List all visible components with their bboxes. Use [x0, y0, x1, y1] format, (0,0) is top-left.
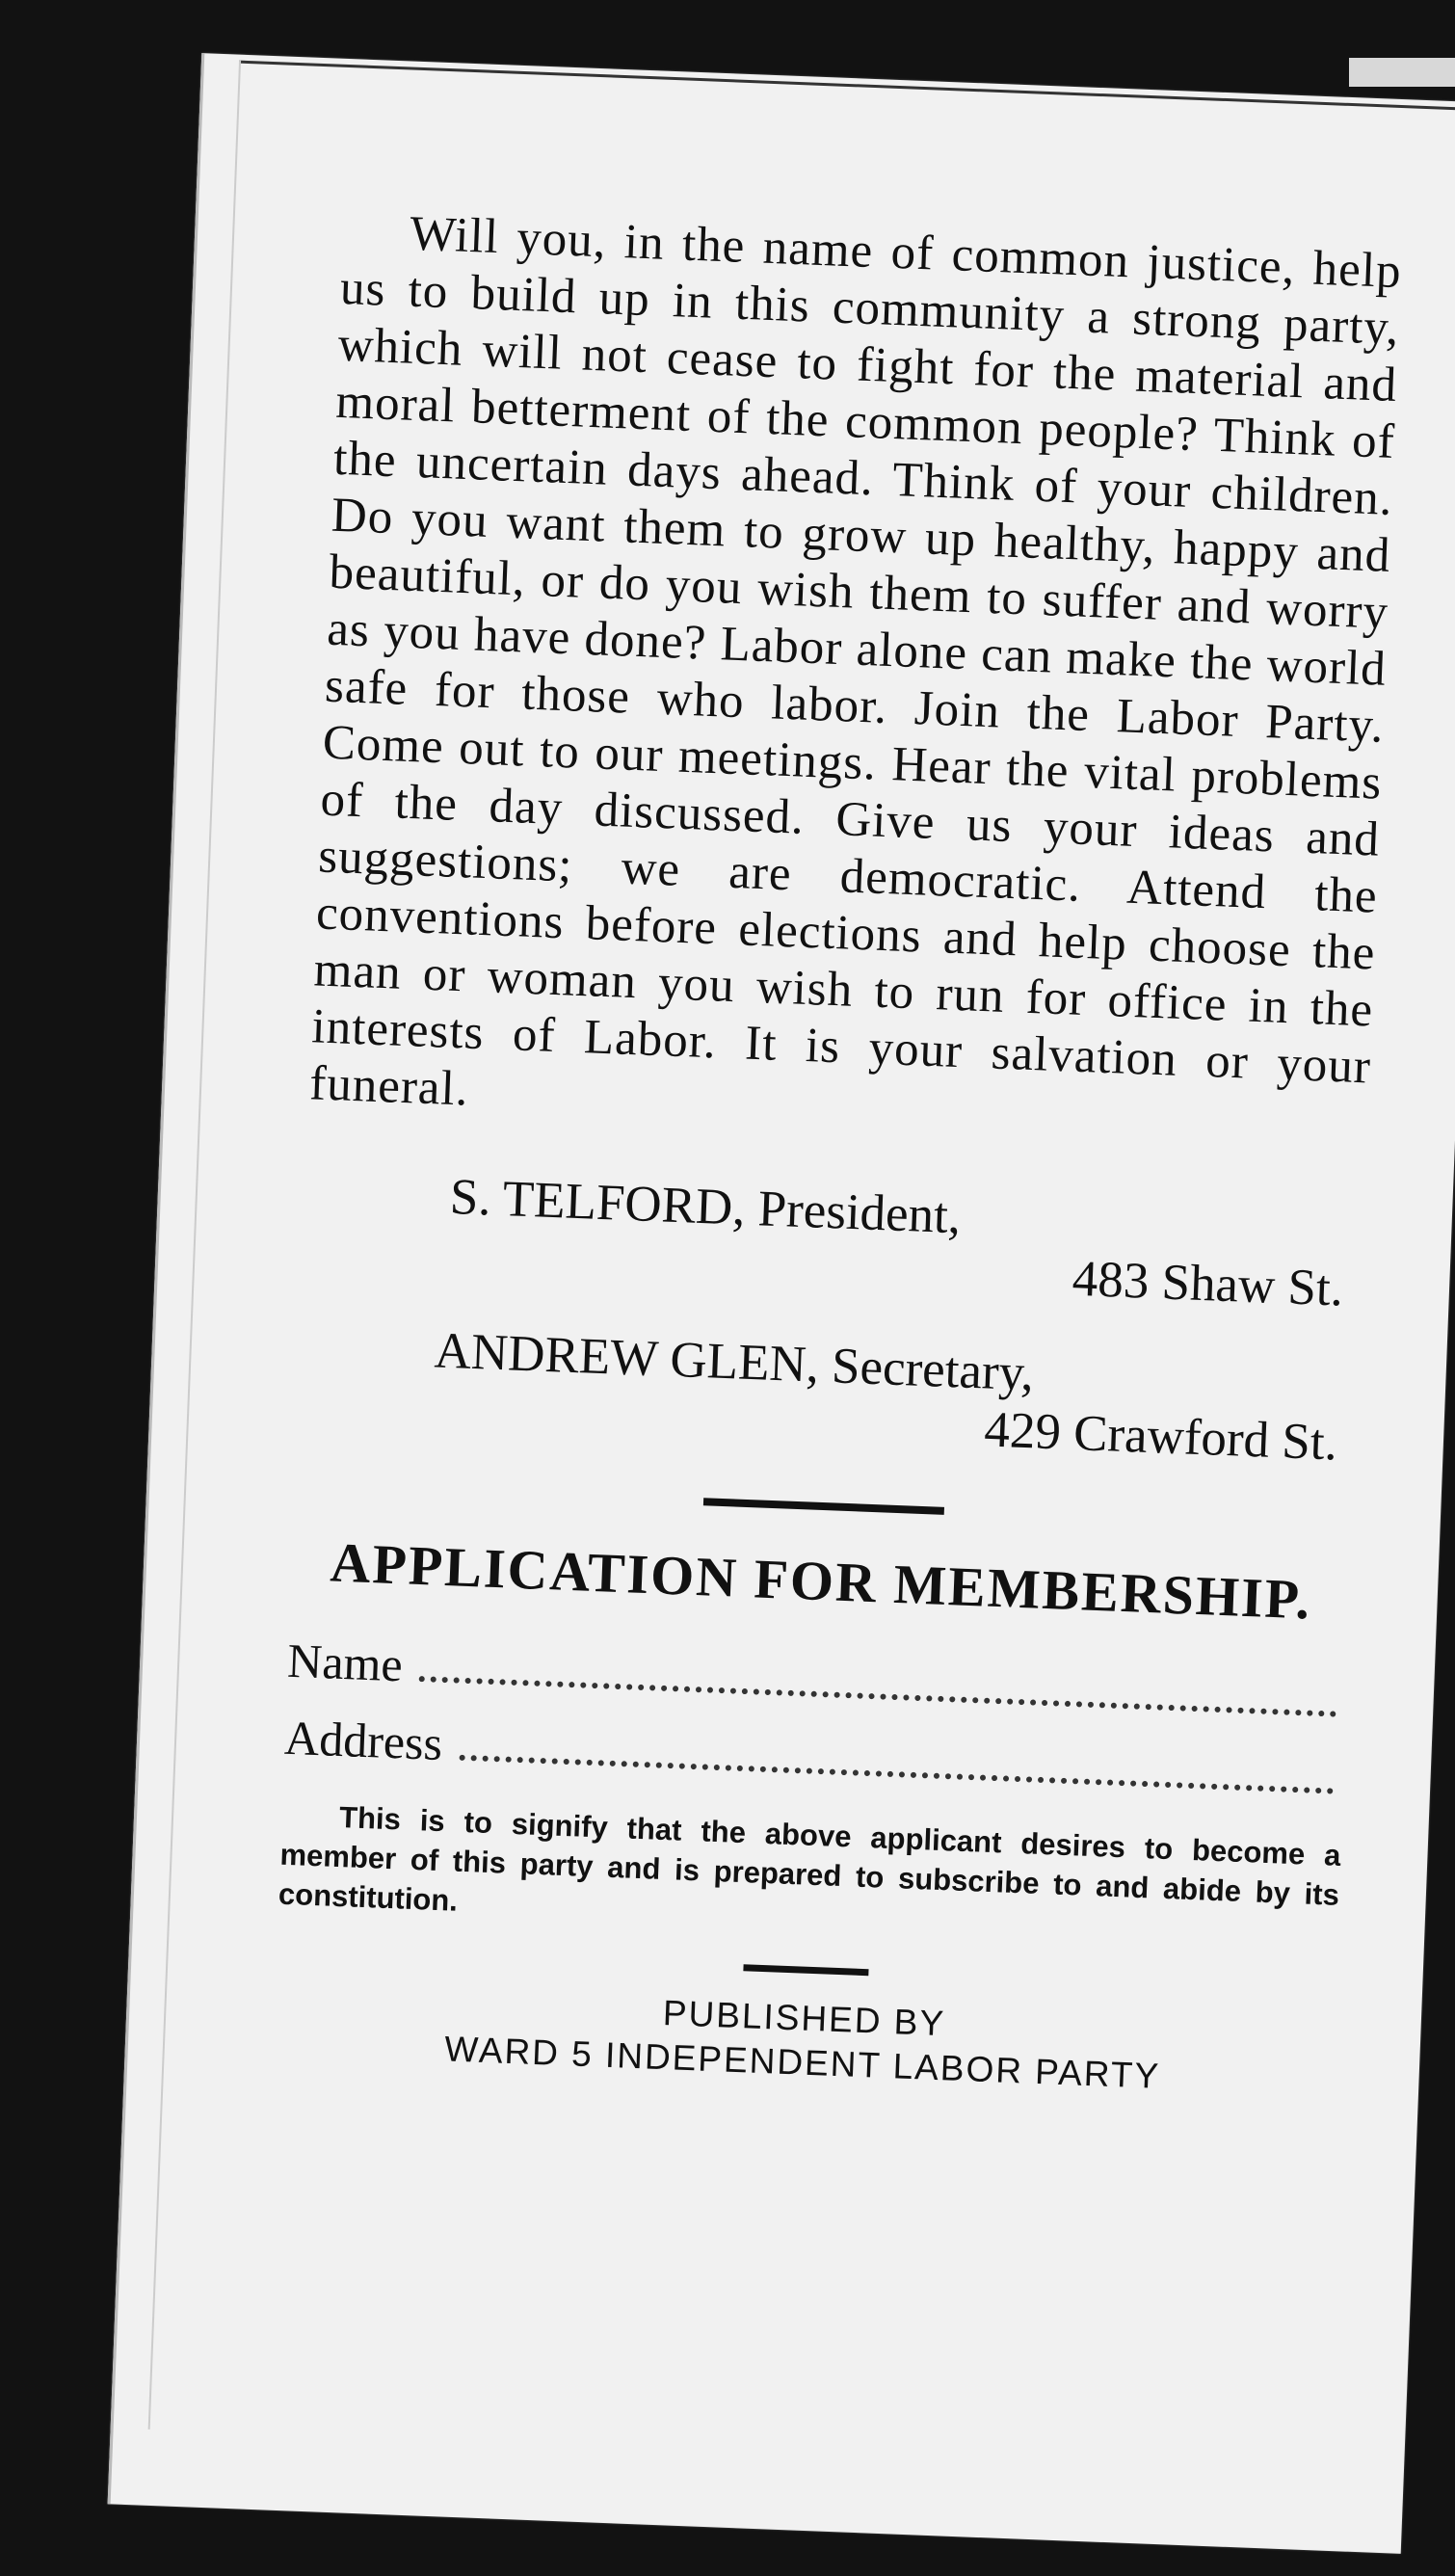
secretary-address: 429 Crawford St. — [983, 1401, 1338, 1472]
name-field-label: Name — [286, 1633, 404, 1692]
leaflet-page — [108, 53, 1455, 2554]
signature-secretary — [296, 1316, 1360, 1473]
address-field-line[interactable] — [459, 1745, 1334, 1794]
publisher-line-1: PUBLISHED BY — [662, 1993, 946, 2044]
application-title: APPLICATION FOR MEMBERSHIP. — [329, 1530, 1313, 1632]
address-field-label: Address — [283, 1710, 444, 1771]
side-border-rule — [148, 61, 245, 2430]
publisher-line-2: WARD 5 INDEPENDENT LABOR PARTY — [443, 2029, 1161, 2096]
top-border-rule — [239, 61, 1455, 118]
secretary-name: ANDREW GLEN, Secretary, — [433, 1322, 1036, 1402]
appeal-paragraph: Will you, in the name of common justice, help us to build up in this community a strong party, which will not cease to fight for the material and moral betterment of the common people? Think of the uncertain days ahead. Think of your children. Do you want them to grow up healthy, happy and beautiful, or do you wish them to suffer and worry as you have done? Labor alone can make the world safe for those who labor. Join the Labor Party. Come out to our meetings. Hear the vital problems of the day discussed. Give us your ideas and suggestions; we are democratic. Attend the conventions before elections and help choose the man or woman you wish to run for office in the interests of Labor. It is your salvation or your funeral. — [308, 206, 1403, 1117]
president-name: S. TELFORD, President, — [448, 1168, 963, 1245]
footer-divider — [743, 1964, 868, 1976]
section-divider — [703, 1498, 944, 1515]
signature-president — [303, 1162, 1366, 1318]
leaflet-content — [272, 203, 1402, 2106]
president-address: 483 Shaw St. — [1071, 1250, 1345, 1317]
declaration-text: This is to signify that the above applicant desires to become a member of this party and is prepared to subscribe to and abide by its constitution. — [278, 1800, 1342, 1918]
page-edge — [1349, 58, 1455, 87]
